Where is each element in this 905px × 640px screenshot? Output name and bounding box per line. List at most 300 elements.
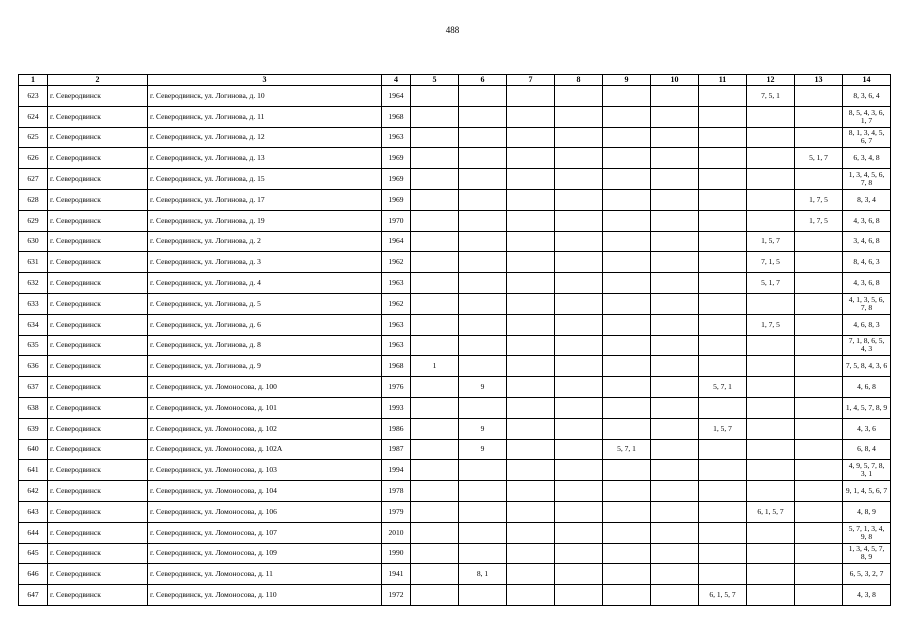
- cell-col-14: 1, 3, 4, 5, 6, 7, 8: [843, 169, 891, 190]
- cell-settlement: г. Северодвинск: [48, 293, 148, 314]
- cell-col-6: [459, 231, 507, 252]
- cell-col-13: [795, 397, 843, 418]
- cell-address: г. Северодвинск, ул. Логинова, д. 12: [148, 127, 382, 148]
- cell-col-8: [555, 210, 603, 231]
- cell-col-9: [603, 335, 651, 356]
- cell-col-6: [459, 210, 507, 231]
- cell-row-number: 626: [19, 148, 48, 169]
- table-row: [19, 543, 891, 564]
- cell-col-10: [651, 356, 699, 377]
- page-number: 488: [445, 25, 460, 35]
- cell-col-5: [411, 543, 459, 564]
- table-row: [19, 106, 891, 127]
- cell-col-6: [459, 189, 507, 210]
- cell-settlement: г. Северодвинск: [48, 564, 148, 585]
- cell-row-number: 636: [19, 356, 48, 377]
- cell-col-12: 1, 5, 7: [747, 231, 795, 252]
- cell-col-6: [459, 585, 507, 606]
- table-row: [19, 397, 891, 418]
- column-header-2: 2: [48, 75, 148, 86]
- cell-row-number: 623: [19, 86, 48, 107]
- cell-year-built: 1990: [382, 543, 411, 564]
- cell-col-7: [507, 356, 555, 377]
- cell-address: г. Северодвинск, ул. Логинова, д. 5: [148, 293, 382, 314]
- cell-col-7: [507, 522, 555, 543]
- cell-settlement: г. Северодвинск: [48, 460, 148, 481]
- cell-row-number: 625: [19, 127, 48, 148]
- table-row: [19, 501, 891, 522]
- cell-settlement: г. Северодвинск: [48, 481, 148, 502]
- cell-col-13: [795, 564, 843, 585]
- cell-col-10: [651, 501, 699, 522]
- cell-col-13: [795, 169, 843, 190]
- cell-col-12: [747, 293, 795, 314]
- cell-col-13: 5, 1, 7: [795, 148, 843, 169]
- cell-col-14: 4, 3, 6, 8: [843, 273, 891, 294]
- cell-col-12: [747, 397, 795, 418]
- cell-col-8: [555, 169, 603, 190]
- cell-col-11: [699, 252, 747, 273]
- cell-col-10: [651, 418, 699, 439]
- cell-col-6: [459, 356, 507, 377]
- cell-col-5: [411, 335, 459, 356]
- cell-col-12: [747, 481, 795, 502]
- table-row: [19, 86, 891, 107]
- cell-settlement: г. Северодвинск: [48, 231, 148, 252]
- cell-col-7: [507, 439, 555, 460]
- cell-col-11: [699, 439, 747, 460]
- cell-address: г. Северодвинск, ул. Логинова, д. 3: [148, 252, 382, 273]
- cell-year-built: 1964: [382, 86, 411, 107]
- cell-col-5: [411, 148, 459, 169]
- table-row: [19, 439, 891, 460]
- column-header-3: 3: [148, 75, 382, 86]
- cell-year-built: 1962: [382, 293, 411, 314]
- cell-col-5: [411, 273, 459, 294]
- cell-col-10: [651, 189, 699, 210]
- cell-col-9: [603, 481, 651, 502]
- table-row: [19, 522, 891, 543]
- cell-col-6: [459, 501, 507, 522]
- table-row: [19, 418, 891, 439]
- cell-col-10: [651, 106, 699, 127]
- cell-col-10: [651, 273, 699, 294]
- cell-col-5: [411, 418, 459, 439]
- cell-row-number: 639: [19, 418, 48, 439]
- cell-col-11: [699, 460, 747, 481]
- cell-col-9: [603, 148, 651, 169]
- cell-col-12: 5, 1, 7: [747, 273, 795, 294]
- cell-address: г. Северодвинск, ул. Ломоносова, д. 100: [148, 377, 382, 398]
- cell-col-11: [699, 231, 747, 252]
- cell-address: г. Северодвинск, ул. Ломоносова, д. 109: [148, 543, 382, 564]
- cell-address: г. Северодвинск, ул. Ломоносова, д. 104: [148, 481, 382, 502]
- cell-col-11: [699, 293, 747, 314]
- table-row: [19, 335, 891, 356]
- cell-col-8: [555, 460, 603, 481]
- cell-year-built: 1963: [382, 273, 411, 294]
- cell-col-14: 4, 3, 6, 8: [843, 210, 891, 231]
- cell-col-8: [555, 335, 603, 356]
- cell-settlement: г. Северодвинск: [48, 522, 148, 543]
- cell-col-8: [555, 585, 603, 606]
- cell-col-12: [747, 210, 795, 231]
- cell-address: г. Северодвинск, ул. Логинова, д. 8: [148, 335, 382, 356]
- table-row: [19, 189, 891, 210]
- cell-col-12: [747, 460, 795, 481]
- cell-col-5: [411, 501, 459, 522]
- cell-col-12: [747, 148, 795, 169]
- cell-col-5: [411, 377, 459, 398]
- cell-col-7: [507, 501, 555, 522]
- column-header-14: 14: [843, 75, 891, 86]
- cell-address: г. Северодвинск, ул. Логинова, д. 6: [148, 314, 382, 335]
- cell-col-5: [411, 522, 459, 543]
- cell-col-8: [555, 127, 603, 148]
- cell-col-10: [651, 314, 699, 335]
- cell-col-6: [459, 543, 507, 564]
- cell-col-8: [555, 397, 603, 418]
- cell-col-8: [555, 501, 603, 522]
- column-header-7: 7: [507, 75, 555, 86]
- cell-col-14: 3, 4, 6, 8: [843, 231, 891, 252]
- cell-col-11: [699, 314, 747, 335]
- cell-settlement: г. Северодвинск: [48, 252, 148, 273]
- table-row: [19, 127, 891, 148]
- cell-col-6: [459, 314, 507, 335]
- cell-year-built: 1963: [382, 335, 411, 356]
- cell-col-10: [651, 397, 699, 418]
- cell-col-13: [795, 86, 843, 107]
- cell-col-7: [507, 231, 555, 252]
- cell-col-10: [651, 127, 699, 148]
- column-header-4: 4: [382, 75, 411, 86]
- cell-col-10: [651, 377, 699, 398]
- table-row: [19, 210, 891, 231]
- cell-col-5: [411, 127, 459, 148]
- cell-col-6: 9: [459, 418, 507, 439]
- cell-col-8: [555, 273, 603, 294]
- cell-col-10: [651, 231, 699, 252]
- cell-col-9: [603, 231, 651, 252]
- cell-col-14: 8, 3, 4: [843, 189, 891, 210]
- cell-col-11: [699, 543, 747, 564]
- cell-col-9: [603, 564, 651, 585]
- cell-col-10: [651, 293, 699, 314]
- cell-settlement: г. Северодвинск: [48, 314, 148, 335]
- table-row: [19, 148, 891, 169]
- cell-col-7: [507, 189, 555, 210]
- cell-col-7: [507, 169, 555, 190]
- cell-col-7: [507, 106, 555, 127]
- cell-row-number: 641: [19, 460, 48, 481]
- cell-col-8: [555, 293, 603, 314]
- cell-col-12: [747, 356, 795, 377]
- cell-col-12: [747, 127, 795, 148]
- cell-year-built: 1972: [382, 585, 411, 606]
- table-row: [19, 231, 891, 252]
- cell-year-built: 1969: [382, 148, 411, 169]
- cell-col-6: [459, 169, 507, 190]
- cell-year-built: 1969: [382, 169, 411, 190]
- cell-address: г. Северодвинск, ул. Ломоносова, д. 103: [148, 460, 382, 481]
- cell-col-7: [507, 481, 555, 502]
- cell-row-number: 640: [19, 439, 48, 460]
- cell-year-built: 1941: [382, 564, 411, 585]
- cell-col-5: [411, 585, 459, 606]
- cell-col-9: [603, 273, 651, 294]
- cell-settlement: г. Северодвинск: [48, 397, 148, 418]
- cell-col-7: [507, 335, 555, 356]
- cell-col-9: [603, 86, 651, 107]
- cell-col-5: [411, 210, 459, 231]
- cell-settlement: г. Северодвинск: [48, 543, 148, 564]
- cell-col-8: [555, 543, 603, 564]
- cell-row-number: 635: [19, 335, 48, 356]
- cell-col-14: 4, 8, 9: [843, 501, 891, 522]
- cell-col-13: [795, 522, 843, 543]
- cell-col-11: [699, 501, 747, 522]
- cell-address: г. Северодвинск, ул. Логинова, д. 19: [148, 210, 382, 231]
- cell-col-14: 6, 8, 4: [843, 439, 891, 460]
- cell-col-6: 8, 1: [459, 564, 507, 585]
- cell-row-number: 627: [19, 169, 48, 190]
- cell-address: г. Северодвинск, ул. Логинова, д. 13: [148, 148, 382, 169]
- cell-col-13: [795, 543, 843, 564]
- cell-col-7: [507, 460, 555, 481]
- cell-col-11: [699, 522, 747, 543]
- cell-col-13: [795, 460, 843, 481]
- cell-settlement: г. Северодвинск: [48, 86, 148, 107]
- cell-year-built: 1976: [382, 377, 411, 398]
- table-row: [19, 585, 891, 606]
- housing-registry-table: [18, 74, 891, 606]
- cell-row-number: 628: [19, 189, 48, 210]
- cell-settlement: г. Северодвинск: [48, 356, 148, 377]
- cell-col-8: [555, 189, 603, 210]
- cell-col-6: 9: [459, 377, 507, 398]
- cell-col-8: [555, 439, 603, 460]
- cell-col-7: [507, 210, 555, 231]
- cell-col-7: [507, 585, 555, 606]
- cell-row-number: 632: [19, 273, 48, 294]
- cell-col-11: 1, 5, 7: [699, 418, 747, 439]
- cell-col-10: [651, 148, 699, 169]
- cell-settlement: г. Северодвинск: [48, 169, 148, 190]
- cell-col-10: [651, 460, 699, 481]
- cell-col-13: [795, 106, 843, 127]
- cell-col-13: [795, 439, 843, 460]
- cell-col-9: [603, 356, 651, 377]
- cell-col-7: [507, 127, 555, 148]
- cell-address: г. Северодвинск, ул. Ломоносова, д. 102: [148, 418, 382, 439]
- cell-row-number: 644: [19, 522, 48, 543]
- cell-col-11: [699, 210, 747, 231]
- cell-col-13: [795, 127, 843, 148]
- cell-col-7: [507, 148, 555, 169]
- cell-col-5: [411, 481, 459, 502]
- cell-year-built: 1987: [382, 439, 411, 460]
- cell-col-12: [747, 522, 795, 543]
- cell-col-7: [507, 543, 555, 564]
- column-header-13: 13: [795, 75, 843, 86]
- cell-col-5: [411, 460, 459, 481]
- cell-col-14: 4, 1, 3, 5, 6, 7, 8: [843, 293, 891, 314]
- cell-col-14: 6, 3, 4, 8: [843, 148, 891, 169]
- cell-settlement: г. Северодвинск: [48, 335, 148, 356]
- cell-col-12: [747, 189, 795, 210]
- cell-settlement: г. Северодвинск: [48, 273, 148, 294]
- cell-col-14: 8, 3, 6, 4: [843, 86, 891, 107]
- cell-col-10: [651, 210, 699, 231]
- cell-row-number: 647: [19, 585, 48, 606]
- column-header-12: 12: [747, 75, 795, 86]
- cell-col-10: [651, 522, 699, 543]
- cell-col-12: [747, 439, 795, 460]
- cell-settlement: г. Северодвинск: [48, 210, 148, 231]
- table-row: [19, 564, 891, 585]
- cell-col-6: 9: [459, 439, 507, 460]
- cell-col-7: [507, 252, 555, 273]
- cell-col-10: [651, 585, 699, 606]
- table-row: [19, 314, 891, 335]
- cell-col-9: [603, 397, 651, 418]
- cell-col-9: [603, 252, 651, 273]
- cell-address: г. Северодвинск, ул. Логинова, д. 15: [148, 169, 382, 190]
- cell-col-14: 4, 3, 8: [843, 585, 891, 606]
- cell-col-9: [603, 127, 651, 148]
- cell-col-14: 8, 5, 4, 3, 6, 1, 7: [843, 106, 891, 127]
- cell-col-13: [795, 293, 843, 314]
- cell-col-11: [699, 481, 747, 502]
- cell-settlement: г. Северодвинск: [48, 439, 148, 460]
- cell-col-13: [795, 252, 843, 273]
- cell-col-6: [459, 481, 507, 502]
- cell-col-11: [699, 86, 747, 107]
- cell-col-14: 8, 4, 6, 3: [843, 252, 891, 273]
- cell-col-6: [459, 86, 507, 107]
- cell-col-9: [603, 377, 651, 398]
- cell-col-10: [651, 252, 699, 273]
- cell-col-8: [555, 418, 603, 439]
- cell-year-built: 1986: [382, 418, 411, 439]
- cell-col-6: [459, 252, 507, 273]
- cell-col-11: [699, 148, 747, 169]
- cell-address: г. Северодвинск, ул. Ломоносова, д. 106: [148, 501, 382, 522]
- cell-col-8: [555, 356, 603, 377]
- table-row: [19, 356, 891, 377]
- cell-col-12: [747, 543, 795, 564]
- cell-row-number: 643: [19, 501, 48, 522]
- cell-col-7: [507, 273, 555, 294]
- cell-address: г. Северодвинск, ул. Ломоносова, д. 102А: [148, 439, 382, 460]
- cell-col-6: [459, 522, 507, 543]
- cell-col-11: [699, 356, 747, 377]
- table-row: [19, 460, 891, 481]
- cell-settlement: г. Северодвинск: [48, 148, 148, 169]
- cell-year-built: 1968: [382, 106, 411, 127]
- cell-address: г. Северодвинск, ул. Ломоносова, д. 110: [148, 585, 382, 606]
- cell-col-12: [747, 377, 795, 398]
- cell-col-7: [507, 377, 555, 398]
- column-header-5: 5: [411, 75, 459, 86]
- cell-year-built: 1970: [382, 210, 411, 231]
- cell-col-8: [555, 148, 603, 169]
- cell-col-8: [555, 86, 603, 107]
- column-header-11: 11: [699, 75, 747, 86]
- cell-address: г. Северодвинск, ул. Логинова, д. 17: [148, 189, 382, 210]
- cell-address: г. Северодвинск, ул. Ломоносова, д. 101: [148, 397, 382, 418]
- cell-col-13: 1, 7, 5: [795, 189, 843, 210]
- cell-col-14: 8, 1, 3, 4, 5, 6, 7: [843, 127, 891, 148]
- cell-col-14: 5, 7, 1, 3, 4, 9, 8: [843, 522, 891, 543]
- cell-settlement: г. Северодвинск: [48, 189, 148, 210]
- cell-col-8: [555, 564, 603, 585]
- cell-col-5: [411, 397, 459, 418]
- cell-col-14: 7, 5, 8, 4, 3, 6: [843, 356, 891, 377]
- cell-col-13: [795, 481, 843, 502]
- cell-col-13: [795, 377, 843, 398]
- cell-col-14: 4, 6, 8: [843, 377, 891, 398]
- cell-col-11: [699, 564, 747, 585]
- cell-address: г. Северодвинск, ул. Ломоносова, д. 11: [148, 564, 382, 585]
- cell-col-11: [699, 335, 747, 356]
- cell-col-6: [459, 127, 507, 148]
- cell-col-13: [795, 273, 843, 294]
- cell-col-9: 5, 7, 1: [603, 439, 651, 460]
- cell-col-12: [747, 585, 795, 606]
- cell-col-12: 7, 5, 1: [747, 86, 795, 107]
- cell-col-7: [507, 397, 555, 418]
- cell-col-13: [795, 335, 843, 356]
- cell-col-12: 1, 7, 5: [747, 314, 795, 335]
- table-row: [19, 169, 891, 190]
- cell-address: г. Северодвинск, ул. Логинова, д. 2: [148, 231, 382, 252]
- cell-address: г. Северодвинск, ул. Логинова, д. 11: [148, 106, 382, 127]
- cell-col-12: [747, 169, 795, 190]
- cell-col-10: [651, 481, 699, 502]
- cell-year-built: 1968: [382, 356, 411, 377]
- cell-row-number: 631: [19, 252, 48, 273]
- cell-settlement: г. Северодвинск: [48, 418, 148, 439]
- cell-year-built: 1964: [382, 231, 411, 252]
- cell-col-8: [555, 106, 603, 127]
- cell-col-5: [411, 231, 459, 252]
- cell-col-11: 5, 7, 1: [699, 377, 747, 398]
- cell-settlement: г. Северодвинск: [48, 501, 148, 522]
- cell-col-9: [603, 418, 651, 439]
- cell-col-6: [459, 293, 507, 314]
- cell-col-9: [603, 106, 651, 127]
- cell-year-built: 1963: [382, 314, 411, 335]
- cell-col-5: [411, 189, 459, 210]
- cell-col-9: [603, 169, 651, 190]
- cell-col-13: [795, 356, 843, 377]
- cell-col-6: [459, 106, 507, 127]
- cell-year-built: 1994: [382, 460, 411, 481]
- cell-col-12: 6, 1, 5, 7: [747, 501, 795, 522]
- cell-col-5: [411, 169, 459, 190]
- cell-col-9: [603, 293, 651, 314]
- cell-year-built: 1969: [382, 189, 411, 210]
- cell-col-12: [747, 418, 795, 439]
- table-row: [19, 481, 891, 502]
- cell-col-9: [603, 189, 651, 210]
- cell-address: г. Северодвинск, ул. Логинова, д. 9: [148, 356, 382, 377]
- cell-col-13: [795, 314, 843, 335]
- table-row: [19, 377, 891, 398]
- cell-col-12: 7, 1, 5: [747, 252, 795, 273]
